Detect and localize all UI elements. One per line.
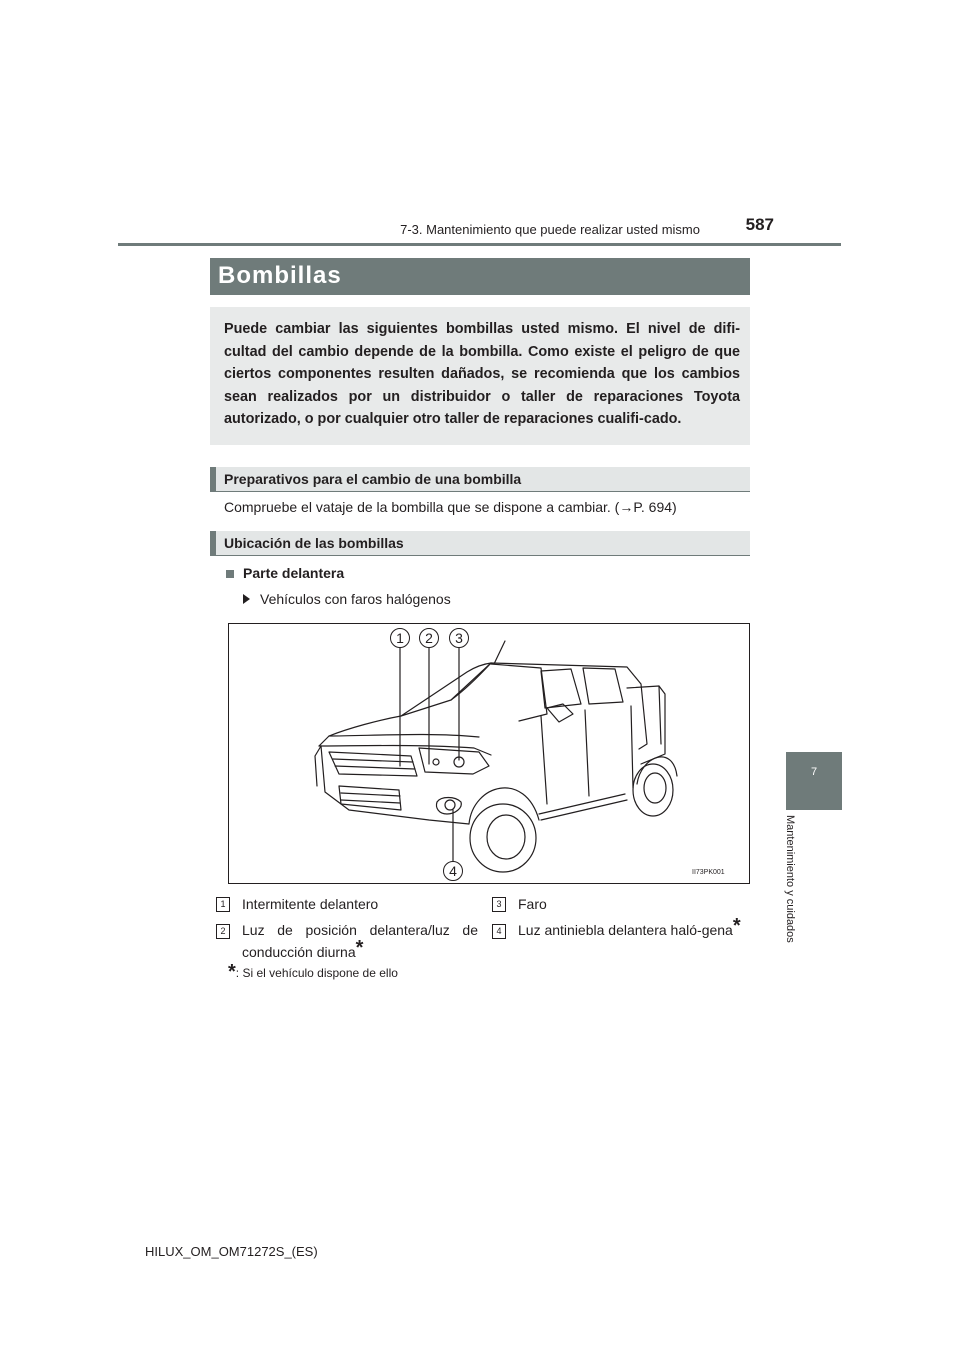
legend-label: Luz antiniebla delantera haló-gena bbox=[518, 922, 733, 938]
legend-text-3 bbox=[518, 893, 750, 915]
vehicle-figure bbox=[228, 623, 750, 884]
legend-text-1 bbox=[242, 893, 478, 915]
figure-code: II73PK001 bbox=[692, 869, 725, 876]
subheading-preparation bbox=[210, 467, 750, 492]
halogen-bullet-text: Vehículos con faros halógenos bbox=[260, 591, 451, 607]
section-header: 7-3. Mantenimiento que puede realizar usted mismo bbox=[400, 222, 700, 237]
legend-num-4: 4 bbox=[492, 924, 506, 939]
subheading-marker bbox=[210, 531, 216, 556]
front-heading bbox=[226, 565, 344, 583]
intro-text: Puede cambiar las siguientes bombillas usted mismo. El nivel de difi-cultad del cambio depende de la bombilla. Como existe el peligro de que ciertos componentes resulten dañados, se recomienda que los cambios sean realizados por un distribuidor o taller de reparaciones Toyota autorizado, o por cualquier otro taller de reparaciones cualifi-cado. bbox=[224, 321, 740, 427]
callout-2: 2 bbox=[419, 628, 439, 648]
preparation-text bbox=[224, 499, 677, 515]
pickup-truck-icon bbox=[229, 624, 749, 883]
legend-text-2 bbox=[242, 919, 478, 963]
asterisk-mark: * bbox=[355, 937, 364, 959]
page-number: 587 bbox=[745, 215, 774, 234]
header-rule bbox=[118, 243, 841, 246]
callout-4: 4 bbox=[443, 861, 463, 881]
document-code: HILUX_OM_OM71272S_(ES) bbox=[145, 1244, 318, 1259]
page-title: Bombillas bbox=[218, 262, 342, 289]
front-heading-text: Parte delantera bbox=[243, 565, 345, 581]
legend-num-2: 2 bbox=[216, 924, 230, 939]
title-bar bbox=[210, 258, 750, 295]
halogen-bullet bbox=[243, 591, 451, 609]
legend-text-4 bbox=[518, 915, 750, 941]
legend-num-3: 3 bbox=[492, 897, 506, 912]
square-bullet-icon bbox=[226, 570, 234, 578]
preparation-sentence: Compruebe el vataje de la bombilla que se dispone a cambiar. ( bbox=[224, 499, 620, 515]
legend-label: Intermitente delantero bbox=[242, 896, 379, 912]
page-reference: P. 694) bbox=[633, 499, 677, 515]
subheading-text: Preparativos para el cambio de una bombilla bbox=[224, 471, 522, 487]
intro-box bbox=[210, 307, 750, 445]
chapter-label: Mantenimiento y cuidados bbox=[784, 815, 796, 943]
chapter-label-wrap bbox=[784, 815, 804, 975]
asterisk-mark: * bbox=[732, 915, 741, 937]
arrow-icon: → bbox=[619, 499, 634, 515]
legend-num-1: 1 bbox=[216, 897, 230, 912]
chapter-tab bbox=[786, 752, 842, 810]
footnote-text: : Si el vehículo dispone de ello bbox=[235, 966, 398, 980]
footnote-mark: * bbox=[228, 961, 236, 983]
callout-3: 3 bbox=[449, 628, 469, 648]
footnote bbox=[228, 961, 398, 983]
legend-label: Faro bbox=[518, 896, 547, 912]
subheading-marker bbox=[210, 467, 216, 492]
subheading-text: Ubicación de las bombillas bbox=[224, 535, 404, 551]
subheading-location bbox=[210, 531, 750, 556]
chapter-number: 7 bbox=[810, 766, 818, 778]
callout-1: 1 bbox=[390, 628, 410, 648]
triangle-bullet-icon bbox=[243, 594, 250, 604]
legend-label: Luz de posición delantera/luz de conducción diurna bbox=[242, 922, 478, 960]
